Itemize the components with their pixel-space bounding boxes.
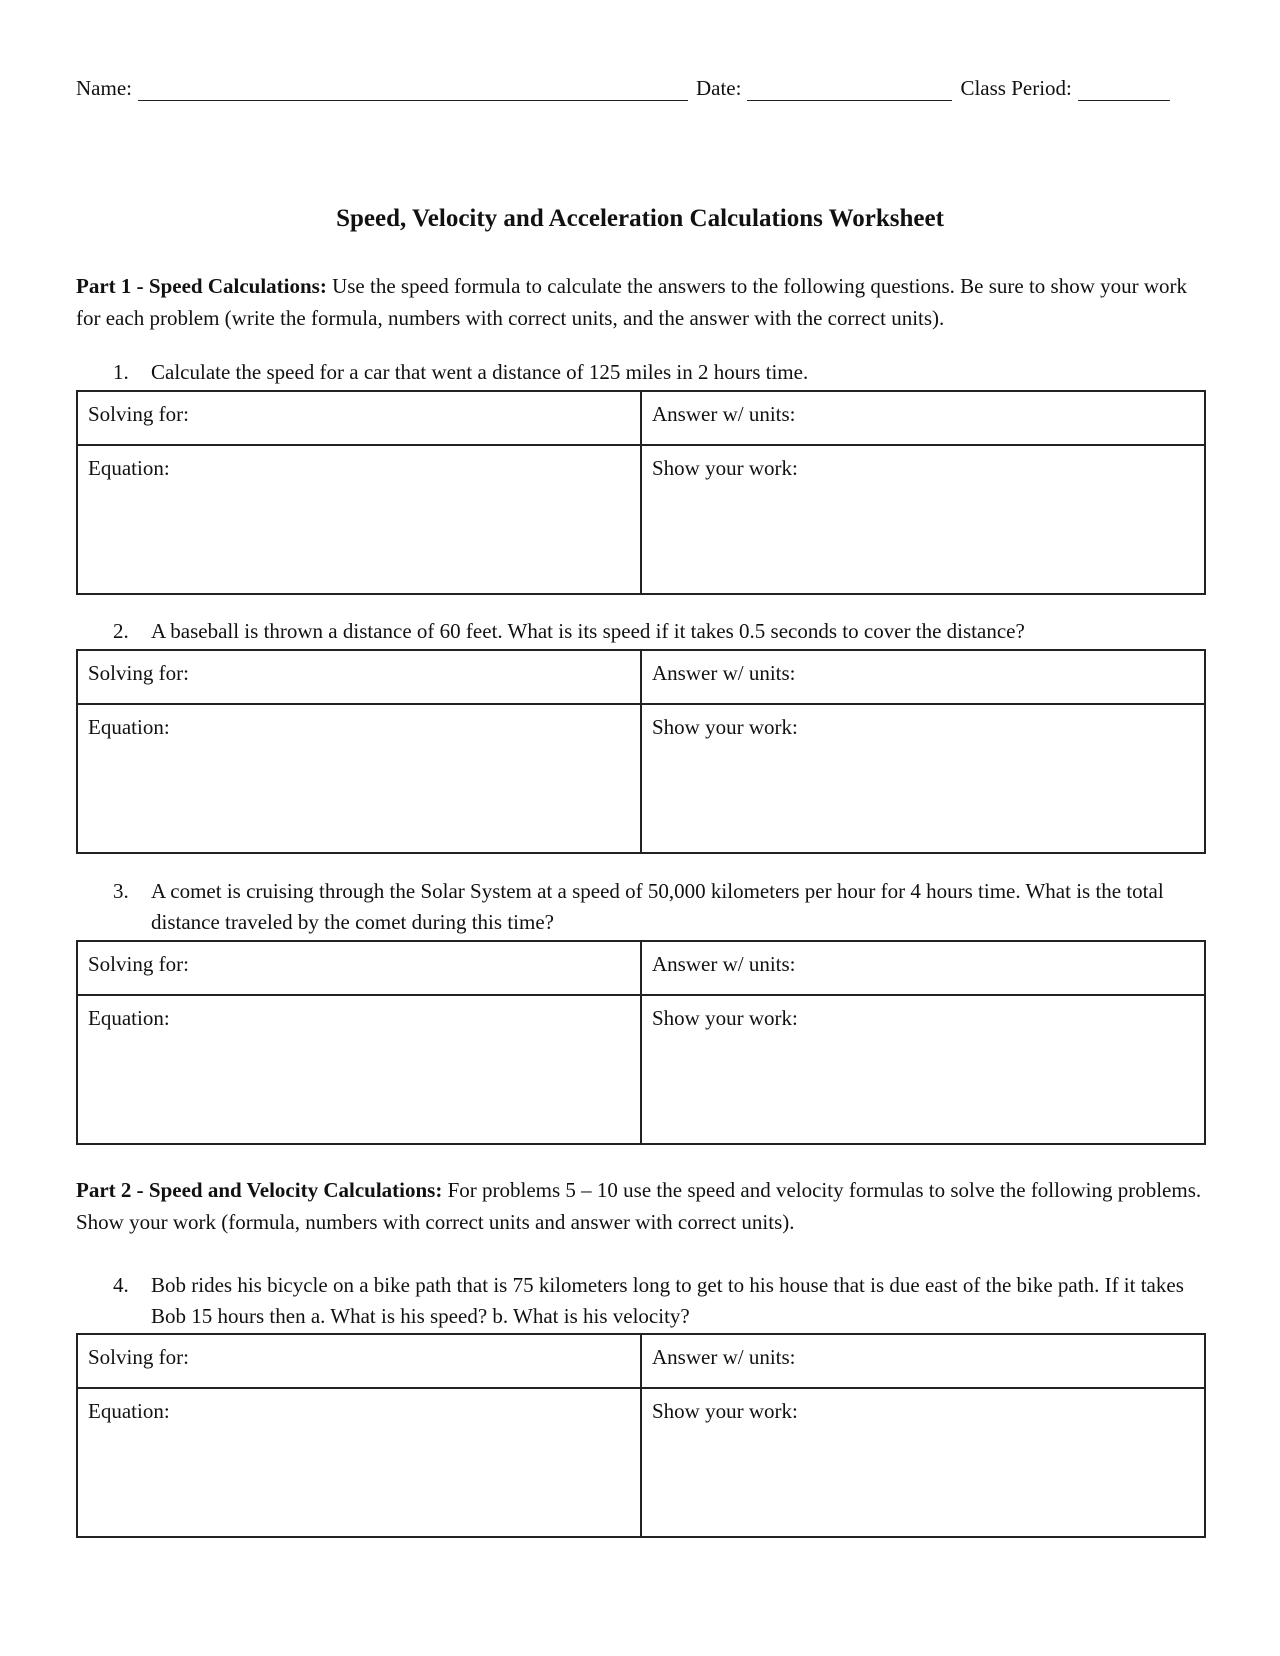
question-text: Calculate the speed for a car that went a distance of 125 miles in 2 hours time. <box>151 360 809 384</box>
solving-for-cell[interactable] <box>77 941 641 995</box>
work-cell[interactable] <box>641 995 1205 1144</box>
solving-for-label: Solving for: <box>88 952 189 976</box>
solving-for-cell[interactable] <box>77 391 641 445</box>
work-label: Show your work: <box>652 1006 798 1030</box>
equation-cell[interactable] <box>77 995 641 1144</box>
answer-label: Answer w/ units: <box>652 661 796 685</box>
part2-instructions <box>76 1175 1216 1238</box>
work-label: Show your work: <box>652 456 798 480</box>
page-title: Speed, Velocity and Acceleration Calculations Worksheet <box>336 205 944 232</box>
name-field[interactable] <box>138 78 688 101</box>
question-number: 2. <box>113 619 129 643</box>
answer-cell[interactable] <box>641 650 1205 704</box>
date-field[interactable] <box>747 78 952 101</box>
work-label: Show your work: <box>652 715 798 739</box>
answer-label: Answer w/ units: <box>652 402 796 426</box>
equation-cell[interactable] <box>77 704 641 853</box>
answer-table-3 <box>76 940 1206 1145</box>
answer-table-2 <box>76 649 1206 854</box>
work-cell[interactable] <box>641 704 1205 853</box>
name-label: Name: <box>76 76 132 100</box>
date-label: Date: <box>695 76 742 100</box>
class-period-label: Class Period: <box>960 76 1072 100</box>
question-text: Bob rides his bicycle on a bike path that is 75 kilometers long to get to his house that is due east of the bike path. If it takes Bob 15 hours then a. What is his speed? b. What is his velocity? <box>151 1273 1184 1328</box>
solving-for-label: Solving for: <box>88 661 189 685</box>
part2-text: For problems 5 – 10 use the speed and velocity formulas to solve the following problems. Show your work (formula, numbers with correct units and answer with correct units). <box>76 1178 1202 1234</box>
part2-heading: Part 2 - Speed and Velocity Calculations: <box>76 1178 443 1202</box>
answer-cell[interactable] <box>641 941 1205 995</box>
part1-heading: Part 1 - Speed Calculations: <box>76 274 327 298</box>
question-number: 3. <box>113 879 129 903</box>
question-text: A comet is cruising through the Solar System at a speed of 50,000 kilometers per hour for 4 hours time. What is the total distance traveled by the comet during this time? <box>151 879 1164 934</box>
answer-table-1 <box>76 390 1206 595</box>
equation-label: Equation: <box>88 456 170 480</box>
equation-label: Equation: <box>88 1006 170 1030</box>
equation-cell[interactable] <box>77 1388 641 1537</box>
solving-for-label: Solving for: <box>88 402 189 426</box>
question-number: 1. <box>113 360 129 384</box>
question-4 <box>113 1270 1203 1332</box>
answer-label: Answer w/ units: <box>652 952 796 976</box>
equation-cell[interactable] <box>77 445 641 594</box>
solving-for-cell[interactable] <box>77 650 641 704</box>
question-2 <box>113 616 1203 647</box>
student-info-header <box>76 76 1204 101</box>
answer-label: Answer w/ units: <box>652 1345 796 1369</box>
solving-for-label: Solving for: <box>88 1345 189 1369</box>
answer-cell[interactable] <box>641 1334 1205 1388</box>
part1-instructions <box>76 271 1216 334</box>
question-3 <box>113 876 1203 938</box>
question-number: 4. <box>113 1273 129 1297</box>
part1-text: Use the speed formula to calculate the answers to the following questions. Be sure to show your work for each problem (write the formula, numbers with correct units, and the answer with the correct units). <box>76 274 1188 330</box>
work-cell[interactable] <box>641 1388 1205 1537</box>
equation-label: Equation: <box>88 715 170 739</box>
class-period-field[interactable] <box>1078 78 1170 101</box>
solving-for-cell[interactable] <box>77 1334 641 1388</box>
question-1 <box>113 357 1203 388</box>
answer-cell[interactable] <box>641 391 1205 445</box>
answer-table-4 <box>76 1333 1206 1538</box>
equation-label: Equation: <box>88 1399 170 1423</box>
work-cell[interactable] <box>641 445 1205 594</box>
question-text: A baseball is thrown a distance of 60 feet. What is its speed if it takes 0.5 seconds to cover the distance? <box>151 619 1025 643</box>
work-label: Show your work: <box>652 1399 798 1423</box>
